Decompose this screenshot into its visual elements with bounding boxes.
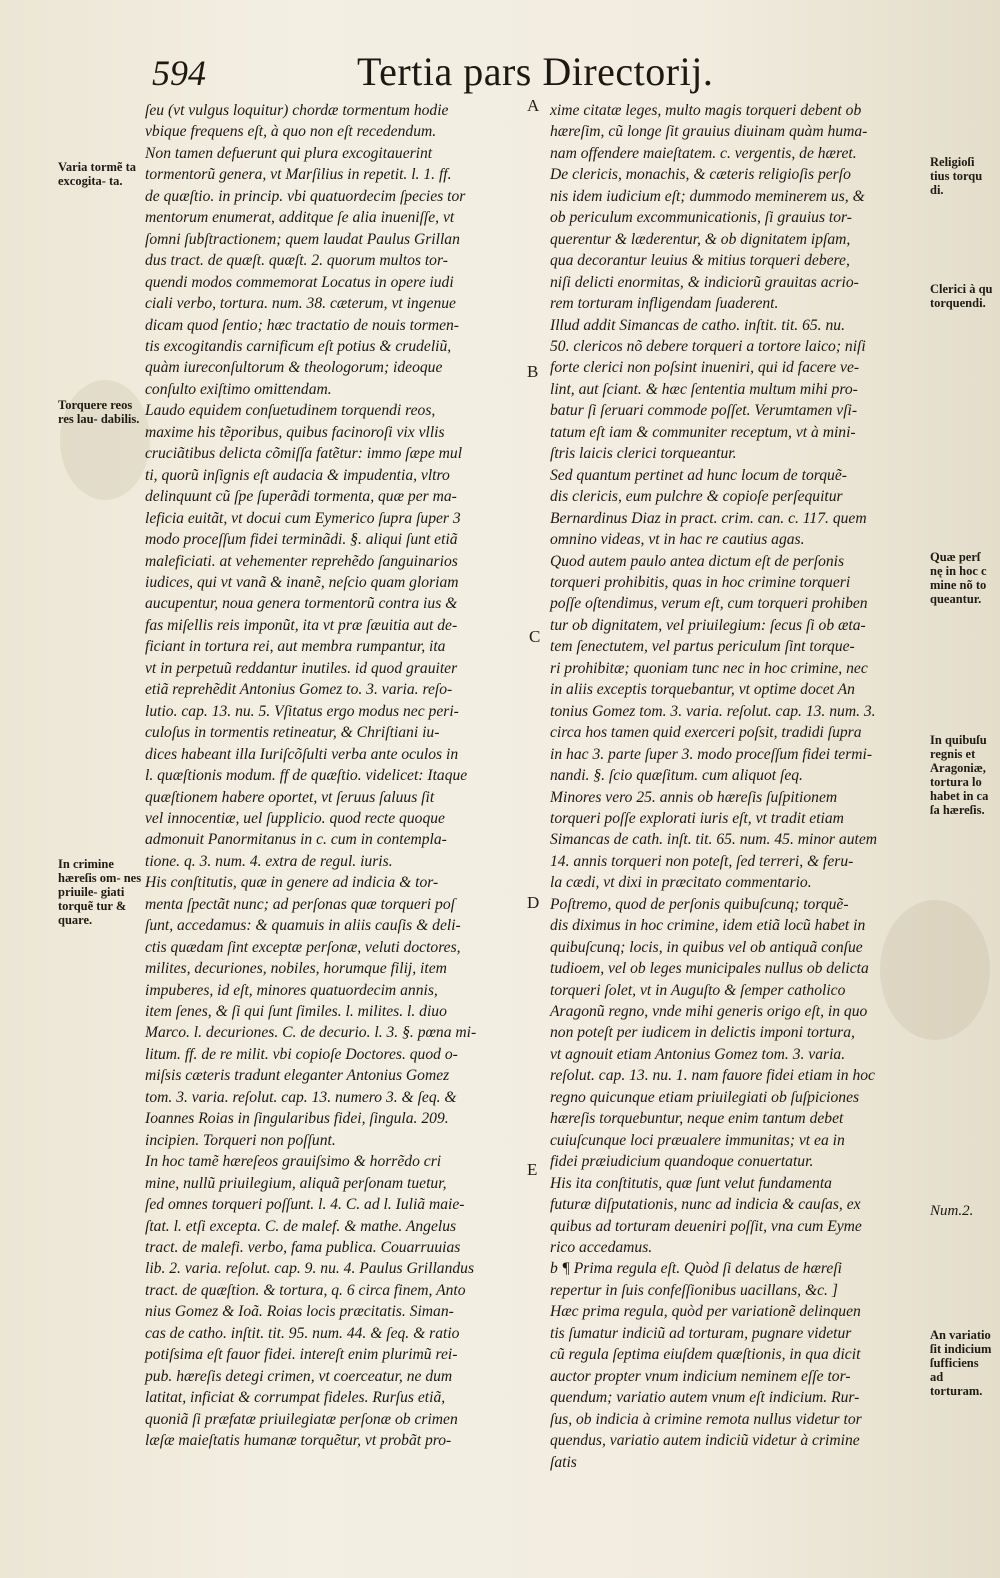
- text-line: lib. 2. varia. reſolut. cap. 9. nu. 4. Paulus Grillandus: [145, 1260, 475, 1278]
- text-line: maleficiati. at vehementer reprehẽdo ſanguinarios: [145, 552, 458, 570]
- text-line: impuberes, id eſt, minores quatuordecim annis,: [145, 981, 438, 999]
- text-line: ciali verbo, tortura. num. 38. cæterum, vt ingenue: [145, 295, 456, 313]
- text-line: forte clerici non poſsint inueniri, qui id facere ve-: [550, 359, 860, 377]
- text-line: Marco. l. decuriones. C. de decurio. l. 3. §. pœna mi-: [145, 1024, 477, 1042]
- text-line: dus tract. de quæſt. quæſt. 2. quorum multos tor-: [145, 252, 448, 270]
- text-line: 14. annis torqueri non poteſt, ſed terreri, & feru-: [550, 852, 854, 870]
- text-line: ſatis: [550, 1453, 577, 1471]
- text-line: tonius Gomez tom. 3. varia. reſolut. cap. 13. num. 3.: [550, 702, 876, 720]
- text-line: iudices, qui vt vanã & inanẽ, neſcio quam gloriam: [145, 573, 459, 591]
- text-line: circa hos tamen quid exerceri poſsit, tradidi ſupra: [550, 724, 862, 742]
- text-line: tract. de quæſtion. & tortura, q. 6 circa finem, Anto: [145, 1281, 466, 1299]
- text-line: tione. q. 3. num. 4. extra de regul. iuris.: [145, 852, 393, 870]
- text-line: nam offendere maieſtatem. c. vergentis, de hæret.: [550, 144, 857, 162]
- text-line: Illud addit Simancas de catho. inſtit. tit. 65. nu.: [550, 316, 845, 334]
- text-line: admonuit Panormitanus in c. cum in contempla-: [145, 831, 447, 849]
- text-line: ficiant in tortura rei, aut membra rumpantur, ita: [145, 638, 446, 656]
- text-line: tem ſenectutem, vel partus periculum ſint torque-: [550, 638, 855, 656]
- page-number: 594: [152, 53, 206, 93]
- numbering-tag: Num.2.: [930, 1203, 974, 1219]
- margin-note-right: Clerici à qu torquendi.: [930, 282, 993, 310]
- section-letter: E: [527, 1160, 538, 1179]
- text-line: lint, aut ſciant. & hæc ſententia multum mihi pro-: [550, 380, 858, 398]
- margin-note-right: In quibuſu regnis et Aragoniæ, tortura lo habet in ca ſa hæreſis.: [930, 733, 989, 817]
- text-line: repertur in ſuis confeſſionibus uacillans, &c. ]: [550, 1281, 838, 1299]
- text-line: reſolut. cap. 13. nu. 1. nam fauore fidei etiam in hoc: [550, 1067, 875, 1085]
- text-line: futuræ diſputationis, nunc ad indicia & cauſas, ex: [550, 1196, 861, 1214]
- text-line: incipien. Torqueri non poſſunt.: [145, 1131, 336, 1149]
- text-line: læſæ maieſtatis humanæ torquẽtur, vt probãt pro-: [145, 1432, 452, 1450]
- text-line: ſeu (vt vulgus loquitur) chordæ tormentum hodie: [145, 102, 449, 119]
- text-line: la cædi, vt dixi in præcitato commentario.: [550, 874, 812, 892]
- text-line: tract. de malefi. verbo, fama publica. Couarruuias: [145, 1239, 461, 1257]
- text-line: quibuſcunq; locis, in quibus vel ob antiquã conſue: [550, 938, 863, 956]
- text-line: niſi delicti enormitas, & indiciorũ grauitas acrio-: [550, 273, 859, 291]
- text-line: dis diximus in hoc crimine, idem etiã locũ habet in: [550, 917, 866, 935]
- text-line: ſed omnes torqueri poſſunt. l. 4. C. ad l. Iuliã maie-: [145, 1196, 465, 1214]
- text-line: tis ſumatur indiciũ ad torturam, pugnare videtur: [550, 1324, 852, 1342]
- text-line: batur ſi ſeruari commode poſſet. Verumtamen vſi-: [550, 402, 858, 420]
- text-line: In hoc tamẽ hæreſeos grauiſsimo & horrẽdo cri: [145, 1153, 442, 1171]
- text-line: mine, nullũ priuilegium, aliquã perſonam tuetur,: [145, 1174, 447, 1192]
- section-letter: D: [527, 893, 540, 912]
- section-letter: A: [527, 96, 540, 115]
- text-line: aucupentur, noua genera tormentorũ contra ius &: [145, 595, 458, 613]
- text-line: non poteſt per iudicem in delictis imponi tortura,: [550, 1024, 855, 1042]
- text-line: dicam quod ſentio; hæc tractatio de nouis tormen-: [145, 316, 459, 334]
- text-line: ti, quorũ inſignis eſt audacia & impudentia, vltro: [145, 466, 450, 484]
- text-line: cruciãtibus delicta cõmiſſa fatẽtur: immo ſæpe mul: [145, 445, 463, 463]
- margin-note-left: Torquere reos res lau- dabilis.: [58, 398, 140, 426]
- text-line: quoniã ſi præfatæ priuilegiatæ perſonæ ob crimen: [145, 1410, 458, 1428]
- running-title: Tertia pars Directorij.: [357, 49, 714, 94]
- text-line: in aliis exceptis torquebantur, vt optime docet An: [550, 681, 855, 699]
- text-line: tudioem, vel ob leges municipales nullus ob delicta: [550, 960, 869, 978]
- text-line: latitat, inficiat & corrumpat fideles. Rurſus etiã,: [145, 1389, 446, 1407]
- text-line: leficia euitãt, vt docui cum Eymerico ſupra ſuper 3: [145, 509, 461, 527]
- text-line: qua decorantur leuius & mitius torqueri debere,: [550, 252, 850, 270]
- text-line: ſtris laicis clerici torqueantur.: [550, 445, 737, 463]
- margin-note-right: An variatio ſit indicium ſufficiens ad torturam.: [930, 1328, 992, 1398]
- text-line: Quod autem paulo antea dictum eſt de perſonis: [550, 552, 845, 570]
- text-line: maxime his tẽporibus, quibus facinoroſi vix vllis: [145, 423, 445, 441]
- text-line: quendi modos commemorat Locatus in opere iudi: [145, 273, 454, 291]
- text-line: Poſtremo, quod de perſonis quibuſcunq; torquẽ-: [550, 895, 849, 913]
- text-line: vbique frequens eſt, à quo non eſt recedendum.: [145, 123, 437, 141]
- text-line: torqueri ſolet, vt in Auguſto & ſemper catholico: [550, 981, 846, 999]
- text-line: dices habeant illa Iuriſcõſulti verba ante oculos in: [145, 745, 459, 763]
- text-line: nius Gomez & Ioã. Roias locis præcitatis. Siman-: [145, 1303, 454, 1321]
- left-text-column: [145, 100, 521, 1452]
- page-header: [0, 46, 1000, 96]
- text-line: item ſenes, & ſi qui ſunt ſimiles. l. milites. l. diuo: [145, 1003, 447, 1021]
- text-line: Hæc prima regula, quòd per variationẽ delinquen: [550, 1303, 861, 1321]
- text-line: b ¶ Prima regula eſt. Quòd ſi delatus de hæreſi: [550, 1260, 842, 1278]
- text-line: tatum eſt iam & communiter receptum, vt à mini-: [550, 423, 856, 441]
- text-line: nis idem iudicium eſt; dummodo meminerem us, &: [550, 187, 865, 205]
- text-line: quendum; variatio autem vnum eſt indicium. Rur-: [550, 1389, 860, 1407]
- text-line: culoſus in tormentis retineatur, & Chriſtiani iu-: [145, 724, 440, 742]
- text-line: conſulto exiſtimo omittendam.: [145, 380, 332, 398]
- margin-note-left: In crimine hæreſis om- nes priuile- giati torquẽ tur & quare.: [58, 857, 142, 927]
- text-line: fidei præiudicium quandoque conuertatur.: [550, 1153, 814, 1171]
- text-line: litum. ff. de re milit. vbi copioſe Doctores. quod o-: [145, 1045, 458, 1063]
- text-line: regno quicunque etiam priuilegiati ob ſuſpiciones: [550, 1088, 860, 1106]
- text-line: ſunt, accedamus: & quamuis in aliis cauſis & deli-: [145, 917, 461, 935]
- text-line: hæreſim, cũ longe ſit grauius diuinam quàm huma-: [550, 123, 868, 141]
- margin-note-left: Varia tormẽ ta excogita- ta.: [58, 160, 136, 188]
- text-line: pub. hæreſis detegi crimen, vt coerceatur, ne dum: [145, 1367, 453, 1385]
- right-text-column: [550, 100, 926, 1473]
- text-line: Laudo equidem conſuetudinem torquendi reos,: [145, 402, 436, 420]
- text-line: ri prohibitæ; quoniam tunc nec in hoc crimine, nec: [550, 659, 868, 677]
- text-line: quibus ad torturam deueniri poſſit, vna cum Eyme: [550, 1217, 862, 1235]
- text-line: cũ regula ſeptima eiuſdem quæſtionis, in qua dicit: [550, 1346, 861, 1364]
- text-line: querentur & læderentur, & ob dignitatem ipſam,: [550, 230, 851, 248]
- text-line: cas de catho. inſtit. tit. 95. num. 44. & ſeq. & ratio: [145, 1324, 460, 1342]
- text-line: Aragonũ regno, vnde mihi generis origo eſt, in quo: [550, 1003, 868, 1021]
- text-line: potiſsima eſt fauor fidei. intereſt enim plurimũ rei-: [145, 1346, 458, 1364]
- text-line: auctor propter vnum indicium neminem eſſe tor-: [550, 1367, 851, 1385]
- text-line: milites, decuriones, nobiles, horumque filij, item: [145, 960, 447, 978]
- text-line: His ita conſtitutis, quæ ſunt velut fundamenta: [550, 1174, 832, 1192]
- text-line: mentorum enumerat, additque ſe alia inueniſſe, vt: [145, 209, 455, 227]
- text-line: quàm iureconſultorum & theologorum; ideoque: [145, 359, 443, 377]
- text-line: De clericis, monachis, & cæteris religioſis perſo: [550, 166, 851, 184]
- text-line: torqueri poſſe explorati iuris eſt, vt tradit etiam: [550, 809, 844, 827]
- text-line: modo proceſſum fidei terminãdi. §. aliqui ſunt etiã: [145, 531, 458, 549]
- text-line: His conſtitutis, quæ in genere ad indicia & tor-: [145, 874, 439, 892]
- text-line: Sed quantum pertinet ad hunc locum de torquẽ-: [550, 466, 847, 484]
- text-line: tur ob dignitatem, vel priuilegium: ſecus ſi ob æta-: [550, 616, 866, 634]
- text-line: omnino videas, vt in hac re cautius agas.: [550, 531, 805, 549]
- margin-note-right: Religioſi tius torqu di.: [930, 155, 983, 197]
- text-line: xime citatæ leges, multo magis torqueri debent ob: [550, 102, 862, 119]
- text-line: fas miſellis reis imponũt, ita vt præ ſæuitia aut de-: [145, 616, 458, 634]
- text-line: nandi. §. ſcio quæſitum. cum aliquot ſeq.: [550, 767, 803, 785]
- text-line: in hac 3. parte ſuper 3. modo proceſſum fidei termi-: [550, 745, 873, 763]
- text-line: Simancas de cath. inſt. tit. 65. num. 45. minor autem: [550, 831, 878, 849]
- text-line: torqueri prohibitis, quas in hoc crimine torqueri: [550, 573, 851, 591]
- text-line: dis clericis, eum pulchre & copioſe perſequitur: [550, 488, 843, 506]
- text-line: Bernardinus Diaz in pract. crim. can. c. 117. quem: [550, 509, 867, 527]
- text-line: 50. clericos nõ debere torqueri a tortore laico; niſi: [550, 337, 866, 355]
- text-line: poſſe oſtendimus, verum eſt, cum torqueri prohiben: [550, 595, 868, 613]
- text-line: rico accedamus.: [550, 1239, 653, 1257]
- text-line: vt agnouit etiam Antonius Gomez tom. 3. varia.: [550, 1045, 846, 1063]
- text-line: ſomni ſubſtractionem; quem laudat Paulus Grillan: [145, 230, 460, 248]
- text-line: cuiuſcunque loci præualere immunitas; vt ea in: [550, 1131, 845, 1149]
- text-line: rem torturam infligendam ſuaderent.: [550, 295, 779, 313]
- text-line: menta ſpectãt nunc; ad perſonas quæ torqueri poſ: [145, 895, 455, 913]
- text-line: de quæſtio. in princip. vbi quatuordecim ſpecies tor: [145, 187, 466, 205]
- text-line: vt in perpetuũ reddantur inutiles. id quod grauiter: [145, 659, 458, 677]
- text-line: delinquunt cũ ſpe ſuperãdi tormenta, quæ per ma-: [145, 488, 457, 506]
- text-line: ſtat. l. etſi excepta. C. de malef. & mathe. Angelus: [145, 1217, 457, 1235]
- text-line: quendus, variatio autem indiciũ videtur à crimine: [550, 1432, 860, 1450]
- text-line: Non tamen defuerunt qui plura excogitauerint: [145, 144, 433, 162]
- text-line: ctis quædam ſint exceptæ perſonæ, veluti doctores,: [145, 938, 461, 956]
- text-line: Ioannes Roias in ſingularibus fidei, ſingula. 209.: [145, 1110, 449, 1128]
- section-letter: B: [527, 362, 539, 381]
- margin-note-right: Quæ perſ nę in hoc c mine nõ to queantur.: [930, 550, 987, 606]
- text-line: hæreſis torquebuntur, neque enim tantum debet: [550, 1110, 844, 1128]
- text-line: tom. 3. varia. reſolut. cap. 13. numero 3. & ſeq. &: [145, 1088, 457, 1106]
- text-line: etiã reprehẽdit Antonius Gomez to. 3. varia. reſo-: [145, 681, 453, 699]
- text-line: Minores vero 25. annis ob hæreſis ſuſpitionem: [550, 788, 838, 806]
- text-line: vel innocentiæ, uel ſupplicio. quod recte quoque: [145, 809, 445, 827]
- text-line: miſsis cæteris tradunt eleganter Antonius Gomez: [145, 1067, 450, 1085]
- text-line: ſus, ob indicia à crimine remota nullus videtur tor: [550, 1410, 862, 1428]
- text-line: ob periculum excommunicationis, ſi grauius tor-: [550, 209, 852, 227]
- text-line: tormentorũ genera, vt Marſilius in repetit. l. 1. ff.: [145, 166, 452, 184]
- text-line: lutio. cap. 13. nu. 5. Vſitatus ergo modus nec peri-: [145, 702, 459, 720]
- section-letter: C: [529, 627, 541, 646]
- text-line: quæſtionem habere oportet, vt ſeruus ſaluus ſit: [145, 788, 435, 806]
- text-line: l. quæſtionis modum. ff de quæſtio. videlicet: Itaque: [145, 767, 468, 785]
- text-line: tis excogitandis carnificum eſt potius & crudeliũ,: [145, 337, 452, 355]
